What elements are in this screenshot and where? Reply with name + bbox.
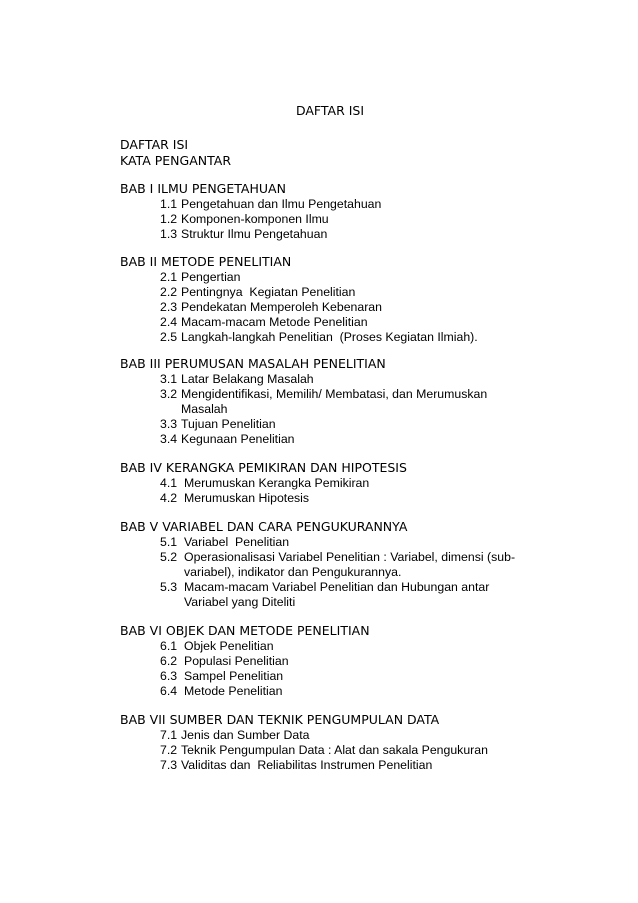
item-text: Latar Belakang Masalah <box>181 372 314 386</box>
item-text: Metode Penelitian <box>184 684 283 698</box>
item-number: 3.3 <box>160 417 178 431</box>
item-number: 1.3 <box>160 227 178 241</box>
item-text: Pengetahuan dan Ilmu Pengetahuan <box>181 197 382 211</box>
item-text: Jenis dan Sumber Data <box>181 728 310 742</box>
item-text: Tujuan Penelitian <box>181 417 276 431</box>
toc-item <box>120 654 540 669</box>
toc-item <box>120 330 540 345</box>
item-number: 2.4 <box>160 315 178 329</box>
item-text: Mengidentifikasi, Memilih/ Membatasi, dan Merumuskan Masalah <box>181 387 491 416</box>
item-number: 1.2 <box>160 212 178 226</box>
toc-item <box>120 372 540 387</box>
item-text: Struktur Ilmu Pengetahuan <box>181 227 328 241</box>
toc-item <box>120 758 540 773</box>
chapter-bab-1 <box>120 180 540 242</box>
chapter-bab-2 <box>120 253 540 345</box>
item-text: Macam-macam Metode Penelitian <box>181 315 368 329</box>
toc-item <box>120 669 540 684</box>
chapter-heading: BAB VII SUMBER DAN TEKNIK PENGUMPULAN DATA <box>120 712 440 727</box>
toc-item <box>120 684 540 699</box>
item-number: 3.1 <box>160 372 178 386</box>
item-text: Objek Penelitian <box>184 639 274 653</box>
chapter-heading: BAB V VARIABEL DAN CARA PENGUKURANNYA <box>120 519 408 534</box>
toc-item <box>120 535 540 550</box>
item-number: 2.1 <box>160 270 178 284</box>
toc-entry-daftar-isi: DAFTAR ISI <box>120 137 189 152</box>
item-number: 1.1 <box>160 197 178 211</box>
item-text: Komponen-komponen Ilmu <box>181 212 329 226</box>
item-number: 7.3 <box>160 758 178 772</box>
toc-item <box>120 300 540 315</box>
chapter-heading: BAB III PERUMUSAN MASALAH PENELITIAN <box>120 356 386 371</box>
chapter-heading: BAB IV KERANGKA PEMIKIRAN DAN HIPOTESIS <box>120 460 407 475</box>
toc-item <box>120 432 540 447</box>
item-number: 7.1 <box>160 728 178 742</box>
item-text: Teknik Pengumpulan Data : Alat dan sakala Pengukuran <box>181 743 488 757</box>
toc-item <box>120 197 540 212</box>
item-number: 6.3 <box>160 669 178 683</box>
item-number: 5.2 <box>160 550 178 564</box>
chapter-heading: BAB I ILMU PENGETAHUAN <box>120 181 286 196</box>
item-text: Operasionalisasi Variabel Penelitian : Variabel, dimensi (sub-variabel), indikator dan Pengukurannya. <box>184 550 516 579</box>
item-text: Validitas dan Reliabilitas Instrumen Penelitian <box>181 758 433 772</box>
chapter-bab-4 <box>120 459 540 506</box>
chapter-bab-3 <box>120 355 540 447</box>
item-text: Macam-macam Variabel Penelitian dan Hubungan antar Variabel yang Diteliti <box>184 580 493 609</box>
item-number: 2.2 <box>160 285 178 299</box>
toc-item <box>120 580 540 610</box>
item-number: 6.1 <box>160 639 178 653</box>
toc-item <box>120 639 540 654</box>
chapter-bab-7 <box>120 711 540 773</box>
chapter-heading: BAB VI OBJEK DAN METODE PENELITIAN <box>120 623 370 638</box>
chapter-bab-6 <box>120 622 540 699</box>
toc-item <box>120 491 540 506</box>
toc-entry-kata-pengantar: KATA PENGANTAR <box>120 153 232 168</box>
toc-item <box>120 270 540 285</box>
toc-item <box>120 387 540 417</box>
item-text: Kegunaan Penelitian <box>181 432 295 446</box>
toc-item <box>120 417 540 432</box>
item-text: Pentingnya Kegiatan Penelitian <box>181 285 356 299</box>
item-text: Variabel Penelitian <box>184 535 290 549</box>
toc-item <box>120 212 540 227</box>
item-text: Langkah-langkah Penelitian (Proses Kegiatan Ilmiah). <box>181 330 478 344</box>
item-number: 3.2 <box>160 387 178 401</box>
item-text: Merumuskan Hipotesis <box>184 491 310 505</box>
item-text: Pengertian <box>181 270 241 284</box>
chapter-heading: BAB II METODE PENELITIAN <box>120 254 292 269</box>
item-number: 4.1 <box>160 476 178 490</box>
item-text: Populasi Penelitian <box>184 654 289 668</box>
toc-item <box>120 728 540 743</box>
item-number: 2.3 <box>160 300 178 314</box>
toc-item <box>120 476 540 491</box>
item-text: Pendekatan Memperoleh Kebenaran <box>181 300 382 314</box>
item-number: 7.2 <box>160 743 178 757</box>
toc-item <box>120 315 540 330</box>
page-title: DAFTAR ISI <box>295 103 365 118</box>
toc-item <box>120 285 540 300</box>
item-text: Merumuskan Kerangka Pemikiran <box>184 476 370 490</box>
item-number: 5.3 <box>160 580 178 594</box>
item-text: Sampel Penelitian <box>184 669 284 683</box>
toc-item <box>120 743 540 758</box>
toc-item <box>120 227 540 242</box>
item-number: 6.4 <box>160 684 178 698</box>
item-number: 5.1 <box>160 535 178 549</box>
toc-item <box>120 550 540 580</box>
item-number: 3.4 <box>160 432 178 446</box>
chapter-bab-5 <box>120 518 540 610</box>
item-number: 6.2 <box>160 654 178 668</box>
item-number: 2.5 <box>160 330 178 344</box>
item-number: 4.2 <box>160 491 178 505</box>
